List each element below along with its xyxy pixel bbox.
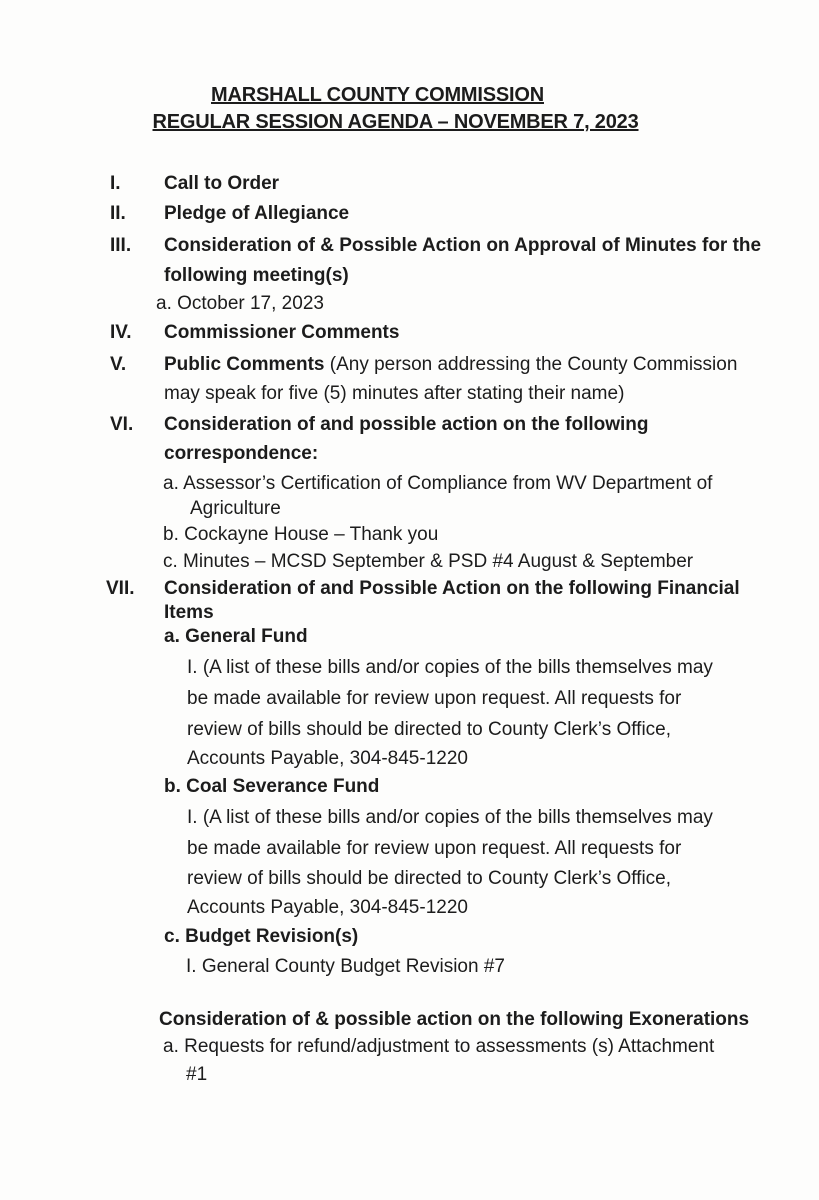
item-call-to-order: Call to Order bbox=[164, 173, 280, 194]
item-pledge: Pledge of Allegiance bbox=[164, 203, 350, 224]
item-number: I. bbox=[110, 173, 121, 194]
item-financial-line1: Consideration of and Possible Action on the following Financial bbox=[164, 578, 740, 599]
item-correspondence-line2: correspondence: bbox=[164, 443, 319, 464]
subitem-cockayne: b. Cockayne House – Thank you bbox=[163, 524, 439, 545]
coal-fund-text-line3: review of bills should be directed to County Clerk’s Office, bbox=[187, 868, 672, 889]
agenda-title: MARSHALL COUNTY COMMISSION bbox=[211, 84, 544, 106]
exoneration-request-line1: a. Requests for refund/adjustment to assessments (s) Attachment bbox=[163, 1036, 715, 1057]
item-minutes-line1: Consideration of & Possible Action on Approval of Minutes for the bbox=[164, 235, 762, 256]
subitem-general-fund: a. General Fund bbox=[164, 626, 308, 647]
item-number: V. bbox=[110, 354, 127, 375]
item-financial-line2: Items bbox=[164, 602, 214, 623]
item-public-comments-line1 bbox=[164, 354, 737, 376]
exonerations-heading: Consideration of & possible action on the following Exonerations bbox=[159, 1009, 750, 1030]
general-fund-text-line3: review of bills should be directed to County Clerk’s Office, bbox=[187, 719, 672, 740]
coal-fund-text-line4: Accounts Payable, 304-845-1220 bbox=[187, 897, 468, 918]
subitem-coal-severance-fund: b. Coal Severance Fund bbox=[164, 776, 380, 797]
item-public-comments-line2: may speak for five (5) minutes after stating their name) bbox=[164, 383, 625, 404]
general-fund-text-line1: I. (A list of these bills and/or copies of the bills themselves may bbox=[187, 657, 713, 678]
subitem-budget-revisions: c. Budget Revision(s) bbox=[164, 926, 359, 947]
budget-revision-item: I. General County Budget Revision #7 bbox=[186, 956, 505, 977]
agenda-subtitle: REGULAR SESSION AGENDA – NOVEMBER 7, 2023 bbox=[152, 111, 639, 133]
item-number: IV. bbox=[110, 322, 132, 343]
subitem-assessor-line2: Agriculture bbox=[190, 498, 281, 519]
public-comments-text: (Any person addressing the County Commission bbox=[324, 354, 738, 375]
subitem-meeting-date: a. October 17, 2023 bbox=[156, 293, 324, 314]
public-comments-label: Public Comments bbox=[164, 354, 325, 375]
subitem-assessor-line1: a. Assessor’s Certification of Compliance from WV Department of bbox=[163, 473, 713, 494]
subitem-minutes-mcsd: c. Minutes – MCSD September & PSD #4 August & September bbox=[163, 551, 694, 572]
item-number: II. bbox=[110, 203, 126, 224]
item-number: VI. bbox=[110, 414, 134, 435]
item-number: III. bbox=[110, 235, 132, 256]
exoneration-request-line2: #1 bbox=[186, 1064, 208, 1085]
general-fund-text-line4: Accounts Payable, 304-845-1220 bbox=[187, 748, 468, 769]
general-fund-text-line2: be made available for review upon request. All requests for bbox=[187, 688, 682, 709]
item-correspondence-line1: Consideration of and possible action on the following bbox=[164, 414, 649, 435]
item-minutes-line2: following meeting(s) bbox=[164, 265, 349, 286]
coal-fund-text-line2: be made available for review upon request. All requests for bbox=[187, 838, 682, 859]
item-commissioner-comments: Commissioner Comments bbox=[164, 322, 400, 343]
item-number: VII. bbox=[106, 578, 135, 599]
coal-fund-text-line1: I. (A list of these bills and/or copies of the bills themselves may bbox=[187, 807, 713, 828]
